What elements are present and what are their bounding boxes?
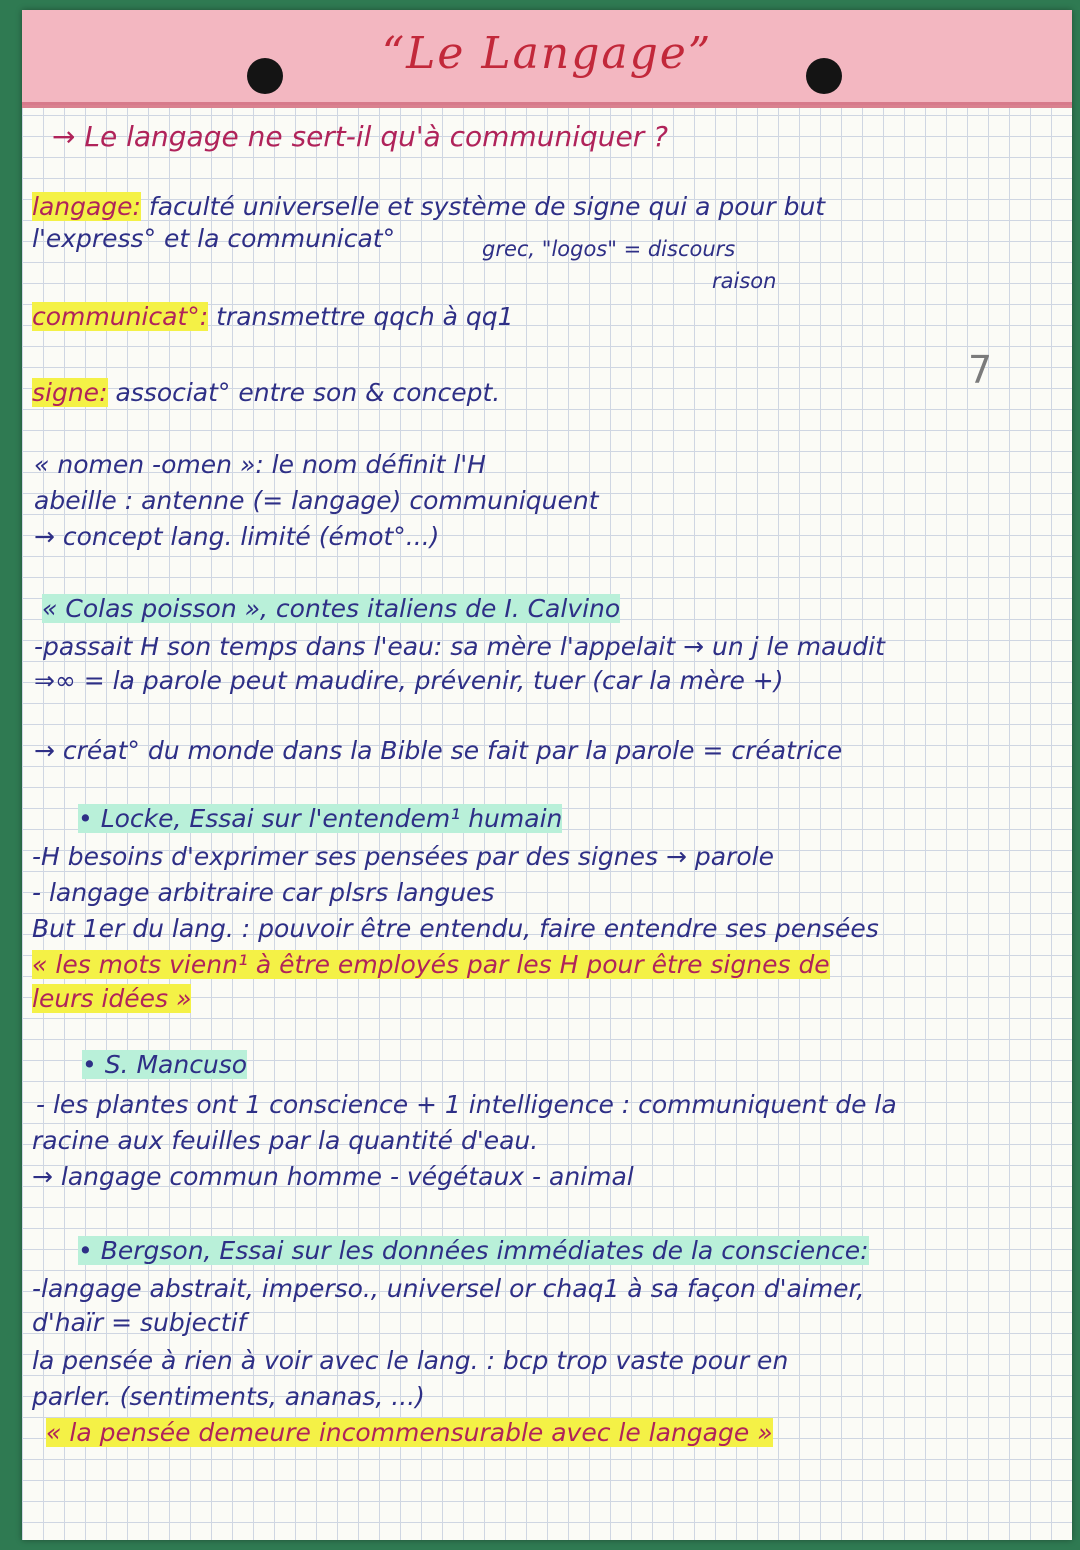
colas-title-text: « Colas poisson », contes italiens de I. Calvino bbox=[42, 594, 621, 623]
locke-quote-2 bbox=[32, 984, 191, 1014]
etymology: grec, "logos" = discours bbox=[482, 237, 736, 261]
signe-definition bbox=[32, 378, 500, 408]
langage-term: langage: bbox=[32, 192, 141, 221]
langage-def: faculté universelle et système de signe qui a pour but bbox=[140, 192, 826, 221]
mancuso-title bbox=[82, 1050, 247, 1080]
locke-line-3: But 1er du lang. : pouvoir être entendu, faire entendre ses pensées bbox=[32, 914, 879, 943]
notebook-sheet bbox=[22, 10, 1072, 1540]
mancuso-line-3: → langage commun homme - végétaux - animal bbox=[32, 1162, 634, 1191]
nomen-line-2: abeille : antenne (= langage) communiquent bbox=[34, 486, 599, 515]
page-title: “Le Langage” bbox=[381, 28, 713, 79]
colas-line-3: → créat° du monde dans la Bible se fait par la parole = créatrice bbox=[34, 736, 843, 765]
nomen-line-3: → concept lang. limité (émot°...) bbox=[34, 522, 440, 551]
etymology-raison: raison bbox=[712, 269, 777, 293]
bergson-line-2: d'haïr = subjectif bbox=[32, 1308, 247, 1337]
communication-def: transmettre qqch à qq1 bbox=[208, 302, 514, 331]
bergson-quote-text: « la pensée demeure incommensurable avec le langage » bbox=[46, 1418, 773, 1447]
signe-def: associat° entre son & concept. bbox=[107, 378, 501, 407]
mancuso-title-text: • S. Mancuso bbox=[82, 1050, 248, 1079]
bergson-quote bbox=[46, 1418, 773, 1448]
locke-quote-1 bbox=[32, 950, 830, 980]
bergson-line-3: la pensée à rien à voir avec le lang. : bcp trop vaste pour en bbox=[32, 1346, 789, 1375]
colas-line-2: ⇒∞ = la parole peut maudire, prévenir, tuer (car la mère +) bbox=[34, 666, 784, 695]
locke-line-2: - langage arbitraire car plsrs langues bbox=[32, 878, 495, 907]
bergson-title bbox=[78, 1236, 869, 1266]
communication-term: communicat°: bbox=[32, 302, 209, 331]
nomen-line-1: « nomen -omen »: le nom définit l'H bbox=[34, 450, 486, 479]
colas-line-1: -passait H son temps dans l'eau: sa mère l'appelait → un j le maudit bbox=[34, 632, 885, 661]
header-divider bbox=[22, 105, 1072, 108]
bergson-title-text: • Bergson, Essai sur les données immédiates de la conscience: bbox=[78, 1236, 869, 1265]
bergson-line-1: -langage abstrait, imperso., universel or chaq1 à sa façon d'aimer, bbox=[32, 1274, 865, 1303]
mancuso-line-2: racine aux feuilles par la quantité d'eau. bbox=[32, 1126, 539, 1155]
communication-definition bbox=[32, 302, 514, 332]
locke-title-text: • Locke, Essai sur l'entendem¹ humain bbox=[78, 804, 563, 833]
main-question: → Le langage ne sert-il qu'à communiquer ? bbox=[52, 120, 668, 153]
colas-title bbox=[42, 594, 620, 624]
locke-title bbox=[78, 804, 562, 834]
locke-quote-1-text: « les mots vienn¹ à être employés par les H pour être signes de bbox=[32, 950, 830, 979]
bergson-line-4: parler. (sentiments, ananas, ...) bbox=[32, 1382, 425, 1411]
locke-line-1: -H besoins d'exprimer ses pensées par des signes → parole bbox=[32, 842, 774, 871]
mancuso-line-1: - les plantes ont 1 conscience + 1 intelligence : communiquent de la bbox=[36, 1090, 897, 1119]
locke-quote-2-text: leurs idées » bbox=[32, 984, 192, 1013]
langage-def-line2: l'express° et la communicat° bbox=[32, 224, 396, 253]
langage-definition bbox=[32, 192, 825, 222]
page-number: 7 bbox=[968, 348, 993, 392]
signe-term: signe: bbox=[32, 378, 108, 407]
